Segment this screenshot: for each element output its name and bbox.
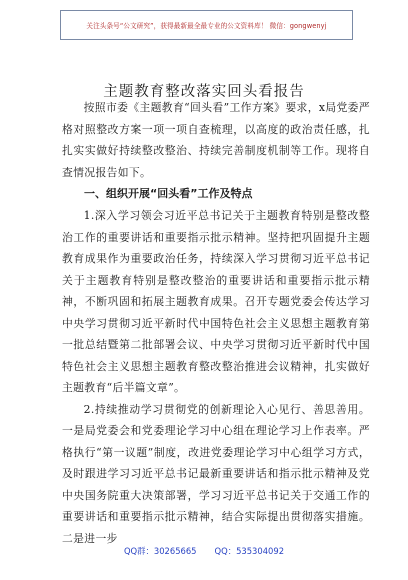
- footer-contact: [0, 545, 408, 557]
- banner-text: 关注头条号“公文研究”，获得最新最全最专业的公文资料库！ 微信：gongwenyj: [86, 22, 327, 30]
- qq-group-text: QQ群：30265665: [123, 546, 197, 556]
- document-body: [62, 97, 370, 549]
- section-heading: 一、组织开展“回头看”工作及特点: [84, 187, 253, 200]
- paragraph-2: 2.持续推动学习贯彻党的创新理论入心见行、善思善用。一是局党委会和党委理论学习中心组在理论学习上作表率。严格执行“第一议题”制度，改进党委理论学习中心组学习方式，及时跟进学习习近平总书记最新重要讲话和指示批示精神及党中央国务院重大决策部署，学习习近平总书记关于交通工作的重要讲话和重要指示批示精神，结合实际提出贯彻落实措施。二是进一步: [62, 402, 370, 545]
- document-title: 主题教育整改落实回头看报告: [103, 84, 305, 100]
- qq-text: QQ：535304092: [214, 546, 285, 556]
- header-banner: [60, 10, 353, 40]
- intro-paragraph: 按照市委《主题教育“回头看”工作方案》要求，x局党委严格对照整改方案一项一项自查梳理，以高度的政治责任感，扎扎实实做好持续整改整治、持续完善制度机制等工作。现将自查情况报告如下。: [62, 101, 370, 179]
- paragraph-1: 1.深入学习领会习近平总书记关于主题教育特别是整改整治工作的重要讲话和重要指示批示精神。坚持把巩固提升主题教育成果作为重要政治任务，持续深入学习贯彻习近平总书记关于主题教育特别是整改整治的重要讲话和重要指示批示精神，不断巩固和拓展主题教育成果。召开专题党委会传达学习中央学习贯彻习近平新时代中国特色社会主义思想主题教育第一批总结暨第二批部署会议、中央学习贯彻习近平新时代中国特色社会主义思想主题教育整改整治推进会议精神，扎实做好主题教育“后半篇文章”。: [62, 209, 370, 394]
